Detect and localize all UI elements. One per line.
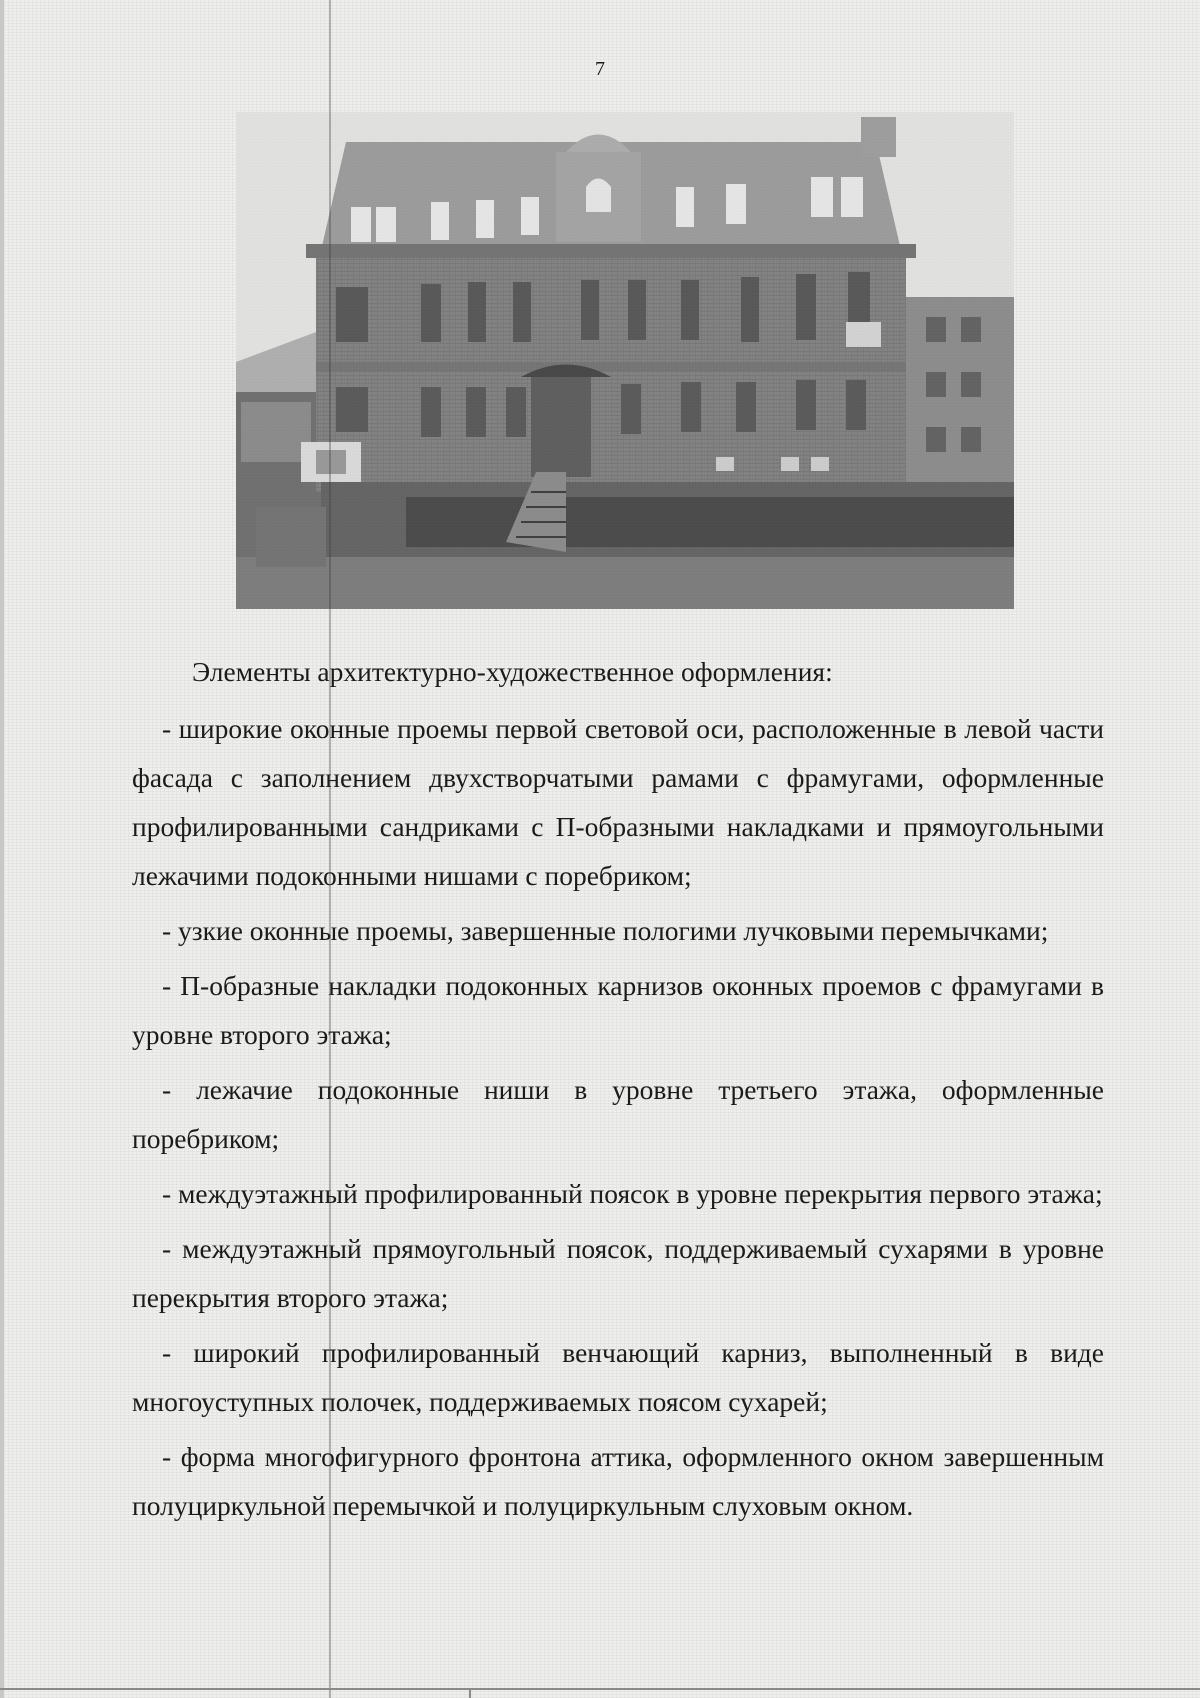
list-item: - междуэтажный профилированный поясок в уровне перекрытия первого этажа; bbox=[162, 1178, 1103, 1209]
footer-rule bbox=[0, 1688, 1200, 1690]
list-item: - форма многофигурного фронтона аттика, оформленного окном завершенным полуциркульной перемычкой и полуциркульным слуховым окном. bbox=[132, 1441, 1104, 1521]
list-item: - узкие оконные проемы, завершенные пологими лучковыми перемычками; bbox=[162, 915, 1049, 946]
footer-tick bbox=[469, 1688, 471, 1698]
document-body bbox=[132, 647, 1104, 1536]
list-item: - широкий профилированный венчающий карниз, выполненный в виде многоуступных полочек, поддерживаемых поясом сухарей; bbox=[132, 1337, 1104, 1417]
scan-edge bbox=[0, 0, 4, 1698]
list-item: - лежачие подоконные ниши в уровне третьего этажа, оформленные поребриком; bbox=[132, 1074, 1104, 1154]
list-item: - междуэтажный прямоугольный поясок, поддерживаемый сухарями в уровне перекрытия второго этажа; bbox=[132, 1233, 1104, 1313]
scan-artifact-line bbox=[329, 0, 331, 1698]
building-photo bbox=[236, 112, 1014, 609]
list-item: - широкие оконные проемы первой световой оси, расположенные в левой части фасада с заполнением двухстворчатыми рамами с фрамугами, оформленные профилированными сандриками с П-образными накладками и прямоугольными лежачими подоконными нишами с поребриком; bbox=[132, 713, 1104, 891]
body-intro: Элементы архитектурно-художественное оформления: bbox=[192, 656, 833, 687]
list-item: - П-образные накладки подоконных карнизов оконных проемов с фрамугами в уровне второго этажа; bbox=[132, 970, 1104, 1050]
page-number: 7 bbox=[595, 58, 605, 80]
